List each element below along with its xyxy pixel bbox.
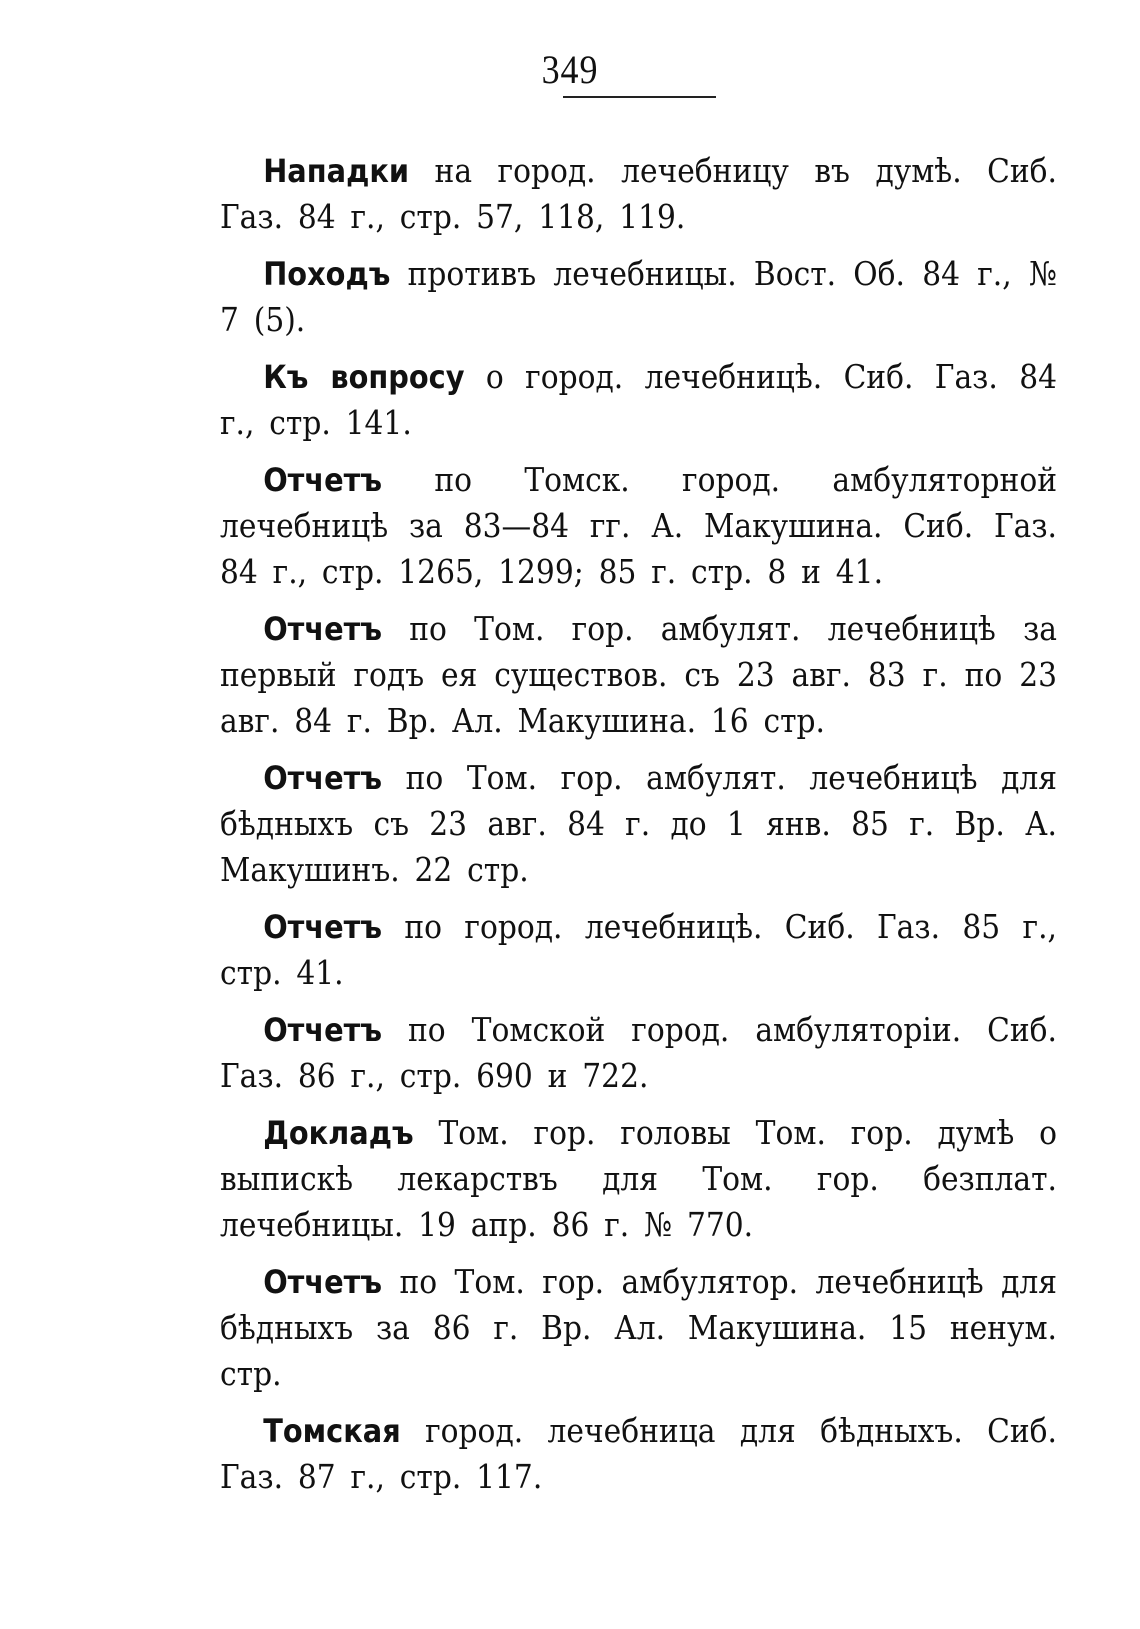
bibliography-entry	[220, 251, 1057, 343]
entry-text: Том. гор. головы Том. гор. думѣ о выпискѣ лекарствъ для Том. гор. безплат. лечебницы. 19 апр. 86 г. № 770.	[220, 1113, 1057, 1244]
bibliography-list	[220, 148, 1080, 1511]
entry-text: по Том. гор. амбулят. лечебницѣ для бѣдныхъ съ 23 авг. 84 г. до 1 янв. 85 г. Вр. А. Макушинъ. 22 стр.	[220, 758, 1057, 889]
entry-heading: Томская	[263, 1412, 401, 1450]
entry-heading: Отчетъ	[263, 1011, 383, 1049]
bibliography-entry	[220, 1408, 1057, 1500]
bibliography-entry	[220, 606, 1057, 744]
entry-heading: Отчетъ	[263, 610, 383, 648]
header-rule	[563, 96, 716, 98]
entry-text: город. лечебница для бѣдныхъ. Сиб. Газ. 87 г., стр. 117.	[220, 1411, 1057, 1496]
bibliography-entry	[220, 1259, 1057, 1397]
entry-text: по Том. гор. амбулятор. лечебницѣ для бѣдныхъ за 86 г. Вр. Ал. Макушина. 15 ненум. стр.	[220, 1262, 1057, 1393]
bibliography-entry	[220, 457, 1057, 595]
entry-heading: Нападки	[263, 152, 410, 190]
entry-text: на город. лечебницу въ думѣ. Сиб. Газ. 84 г., стр. 57, 118, 119.	[220, 151, 1057, 236]
entry-heading: Докладъ	[263, 1114, 414, 1152]
entry-text: о город. лечебницѣ. Сиб. Газ. 84 г., стр. 141.	[220, 357, 1057, 442]
entry-heading: Къ вопросу	[263, 358, 465, 396]
entry-heading: Отчетъ	[263, 759, 383, 797]
entry-text: противъ лечебницы. Вост. Об. 84 г., № 7 (5).	[220, 254, 1057, 339]
entry-heading: Походъ	[263, 255, 391, 293]
bibliography-entry	[220, 1110, 1057, 1248]
bibliography-entry	[220, 148, 1057, 240]
entry-heading: Отчетъ	[263, 908, 383, 946]
entry-text: по Том. гор. амбулят. лечебницѣ за первый годъ ея существов. съ 23 авг. 83 г. по 23 авг. 84 г. Вр. Ал. Макушина. 16 стр.	[220, 609, 1057, 740]
bibliography-entry	[220, 1007, 1057, 1099]
entry-text: по город. лечебницѣ. Сиб. Газ. 85 г., стр. 41.	[220, 907, 1057, 992]
bibliography-entry	[220, 904, 1057, 996]
entry-heading: Отчетъ	[263, 461, 383, 499]
entry-text: по Томской город. амбуляторіи. Сиб. Газ. 86 г., стр. 690 и 722.	[220, 1010, 1057, 1095]
bibliography-entry	[220, 755, 1057, 893]
entry-text: по Томск. город. амбуляторной лечебницѣ за 83—84 гг. А. Макушина. Сиб. Газ. 84 г., стр. 1265, 1299; 85 г. стр. 8 и 41.	[220, 460, 1057, 591]
entry-heading: Отчетъ	[263, 1263, 383, 1301]
page-number: 349	[541, 47, 599, 92]
bibliography-entry	[220, 354, 1057, 446]
